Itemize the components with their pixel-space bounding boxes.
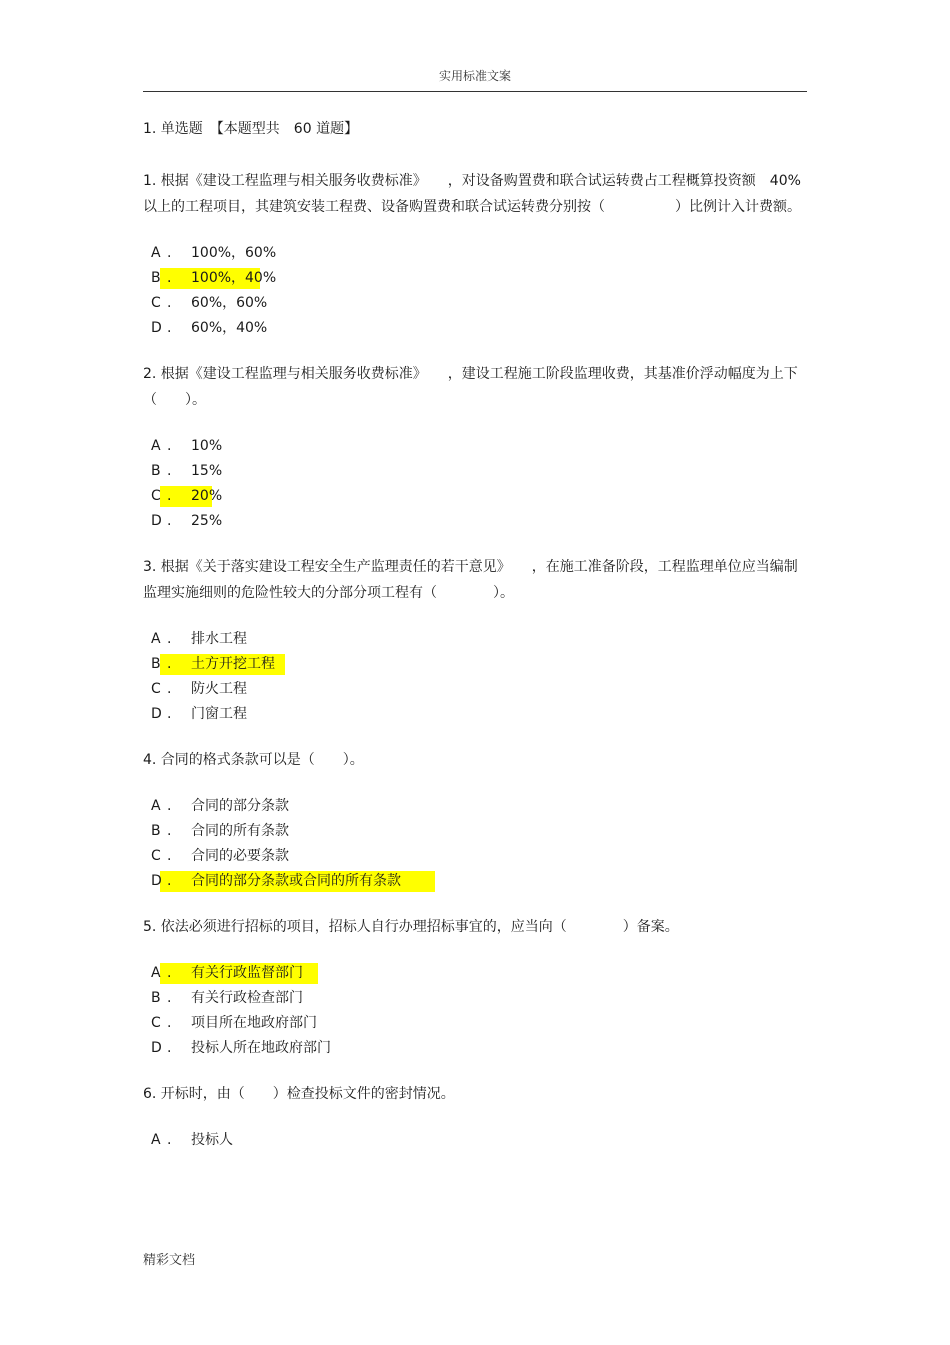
option-letter: B <box>151 656 161 672</box>
answer-option: C . 合同的必要条款 <box>143 844 807 869</box>
option-list <box>143 434 807 534</box>
option-text: 100%，60% <box>191 245 277 261</box>
answer-option: C . 60%，60% <box>143 291 807 316</box>
answer-option: B . 土方开挖工程 <box>143 652 807 677</box>
option-text: 10% <box>191 438 223 454</box>
question-item <box>143 914 807 1061</box>
option-list <box>143 1128 807 1153</box>
answer-option: A . 合同的部分条款 <box>143 794 807 819</box>
answer-option: C . 防火工程 <box>143 677 807 702</box>
option-text: 投标人 <box>191 1132 233 1148</box>
option-text: 15% <box>191 463 223 479</box>
question-text: 6. 开标时，由（ ）检查投标文件的密封情况。 <box>143 1086 455 1102</box>
answer-option: A . 有关行政监督部门 <box>143 961 807 986</box>
question-item <box>143 168 807 341</box>
option-letter: B <box>151 463 161 479</box>
option-letter: D <box>151 513 162 529</box>
option-letter: D <box>151 706 162 722</box>
option-letter: B <box>151 990 161 1006</box>
answer-option: A . 100%，60% <box>143 241 807 266</box>
question-item <box>143 747 807 894</box>
option-text: 合同的部分条款 <box>191 798 289 814</box>
option-text: 合同的部分条款或合同的所有条款 <box>191 873 401 889</box>
page-header: 实用标准文案 <box>438 69 511 83</box>
option-list <box>143 241 807 341</box>
option-letter: A <box>151 798 161 814</box>
option-text: 有关行政监督部门 <box>191 965 303 981</box>
option-letter: D <box>151 873 162 889</box>
option-text: 合同的必要条款 <box>191 848 289 864</box>
option-text: 门窗工程 <box>191 706 247 722</box>
option-letter: A <box>151 245 161 261</box>
option-list <box>143 794 807 894</box>
option-text: 20% <box>191 488 223 504</box>
option-text: 25% <box>191 513 223 529</box>
option-letter: C <box>151 848 161 864</box>
option-letter: D <box>151 320 162 336</box>
answer-option: C . 项目所在地政府部门 <box>143 1011 807 1036</box>
option-letter: B <box>151 823 161 839</box>
option-text: 排水工程 <box>191 631 247 647</box>
answer-option: D . 门窗工程 <box>143 702 807 727</box>
option-text: 防火工程 <box>191 681 247 697</box>
option-list <box>143 627 807 727</box>
option-text: 60%，60% <box>191 295 268 311</box>
option-letter: D <box>151 1040 162 1056</box>
answer-option: D . 25% <box>143 509 807 534</box>
question-item <box>143 361 807 534</box>
section-title: 1. 单选题 【本题型共 60 道题】 <box>143 121 359 137</box>
question-text: 5. 依法必须进行招标的项目，招标人自行办理招标事宜的，应当向（ ）备案。 <box>143 919 679 935</box>
question-text: 3. 根据《关于落实建设工程安全生产监理责任的若干意见》 ，在施工准备阶段，工程监理单位应当编制监理实施细则的危险性较大的分部分项工程有（ ）。 <box>143 559 798 601</box>
answer-option: A . 投标人 <box>143 1128 807 1153</box>
answer-option: A . 10% <box>143 434 807 459</box>
question-item <box>143 554 807 727</box>
option-text: 有关行政检查部门 <box>191 990 303 1006</box>
option-letter: A <box>151 631 161 647</box>
option-letter: C <box>151 1015 161 1031</box>
document-body <box>143 119 807 1153</box>
answer-option: B . 15% <box>143 459 807 484</box>
option-list <box>143 961 807 1061</box>
answer-option: A . 排水工程 <box>143 627 807 652</box>
question-text: 2. 根据《建设工程监理与相关服务收费标准》 ，建设工程施工阶段监理收费，其基准价浮动幅度为上下（ ）。 <box>143 366 798 408</box>
option-letter: A <box>151 965 161 981</box>
answer-option: D . 合同的部分条款或合同的所有条款 <box>143 869 807 894</box>
question-text: 4. 合同的格式条款可以是（ ）。 <box>143 752 364 768</box>
option-letter: C <box>151 488 161 504</box>
option-letter: C <box>151 295 161 311</box>
option-letter: C <box>151 681 161 697</box>
option-letter: A <box>151 1132 161 1148</box>
answer-option: D . 投标人所在地政府部门 <box>143 1036 807 1061</box>
answer-option: C . 20% <box>143 484 807 509</box>
option-text: 项目所在地政府部门 <box>191 1015 317 1031</box>
header-divider <box>143 91 807 92</box>
option-text: 60%，40% <box>191 320 268 336</box>
answer-option: B . 有关行政检查部门 <box>143 986 807 1011</box>
option-text: 投标人所在地政府部门 <box>191 1040 331 1056</box>
option-text: 100%，40% <box>191 270 277 286</box>
answer-option: B . 合同的所有条款 <box>143 819 807 844</box>
page-footer: 精彩文档 <box>143 1253 196 1268</box>
option-text: 合同的所有条款 <box>191 823 289 839</box>
option-text: 土方开挖工程 <box>191 656 275 672</box>
answer-option: B . 100%，40% <box>143 266 807 291</box>
question-item <box>143 1081 807 1153</box>
question-list <box>143 168 807 1153</box>
answer-option: D . 60%，40% <box>143 316 807 341</box>
option-letter: A <box>151 438 161 454</box>
question-text: 1. 根据《建设工程监理与相关服务收费标准》 ，对设备购置费和联合试运转费占工程概算投资额 40%以上的工程项目，其建筑安装工程费、设备购置费和联合试运转费分别按（ ）比例计入计费额。 <box>143 173 801 215</box>
option-letter: B <box>151 270 161 286</box>
